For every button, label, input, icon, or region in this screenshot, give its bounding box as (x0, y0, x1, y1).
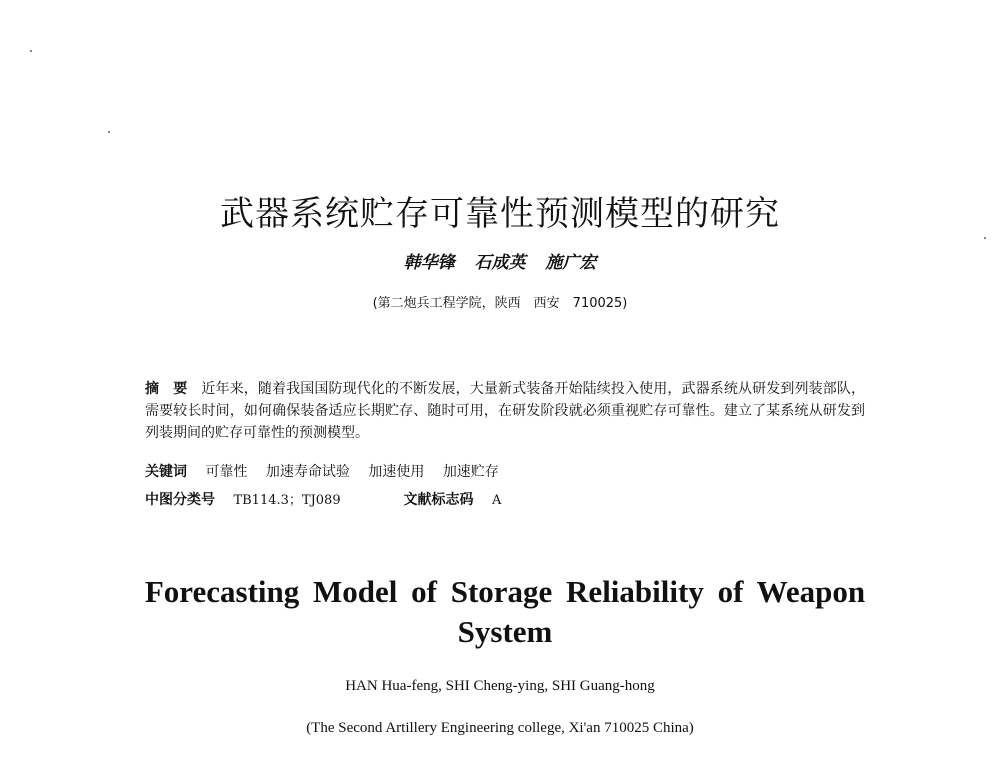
abstract-text: 近年来，随着我国国防现代化的不断发展，大量新式装备开始陆续投入使用，武器系统从研发到列装部队，需要较长时间，如何确保装备适应长期贮存、随时可用，在研发阶段就必须重视贮存可靠性。建立了某系统从研发到列装期间的贮存可靠性的预测模型。 (145, 381, 866, 441)
keywords-line (145, 461, 865, 481)
keyword: 可靠性 (205, 464, 248, 480)
abstract-label: 摘 要 (145, 381, 188, 397)
author-2: 石成英 (474, 253, 526, 273)
abstract (145, 378, 865, 444)
keyword: 加速贮存 (442, 464, 499, 480)
chinese-authors (0, 248, 1000, 273)
classification-line (145, 489, 865, 509)
author-3: 施广宏 (545, 253, 597, 273)
document-code-label: 文献标志码 (403, 492, 474, 508)
keyword: 加速使用 (368, 464, 425, 480)
chinese-title: 武器系统贮存可靠性预测模型的研究 (220, 194, 780, 234)
keywords-label: 关键词 (145, 464, 187, 480)
english-title: Forecasting Model of Storage Reliability of Weapon System (144, 574, 866, 649)
chinese-affiliation: (第二炮兵工程学院，陕西 西安 710025) (372, 296, 628, 311)
document-code-value: A (491, 493, 502, 508)
scan-speck (984, 237, 986, 239)
english-affiliation: (The Second Artillery Engineering college, Xi'an 710025 China) (306, 720, 694, 736)
english-authors: HAN Hua-feng, SHI Cheng-ying, SHI Guang-hong (345, 678, 655, 694)
scan-speck (30, 50, 32, 52)
author-1: 韩华锋 (403, 253, 455, 273)
classification-label: 中图分类号 (145, 492, 215, 508)
keyword: 加速寿命试验 (265, 464, 350, 480)
classification-code: TB114.3；TJ089 (233, 493, 341, 508)
scan-speck (108, 131, 110, 133)
